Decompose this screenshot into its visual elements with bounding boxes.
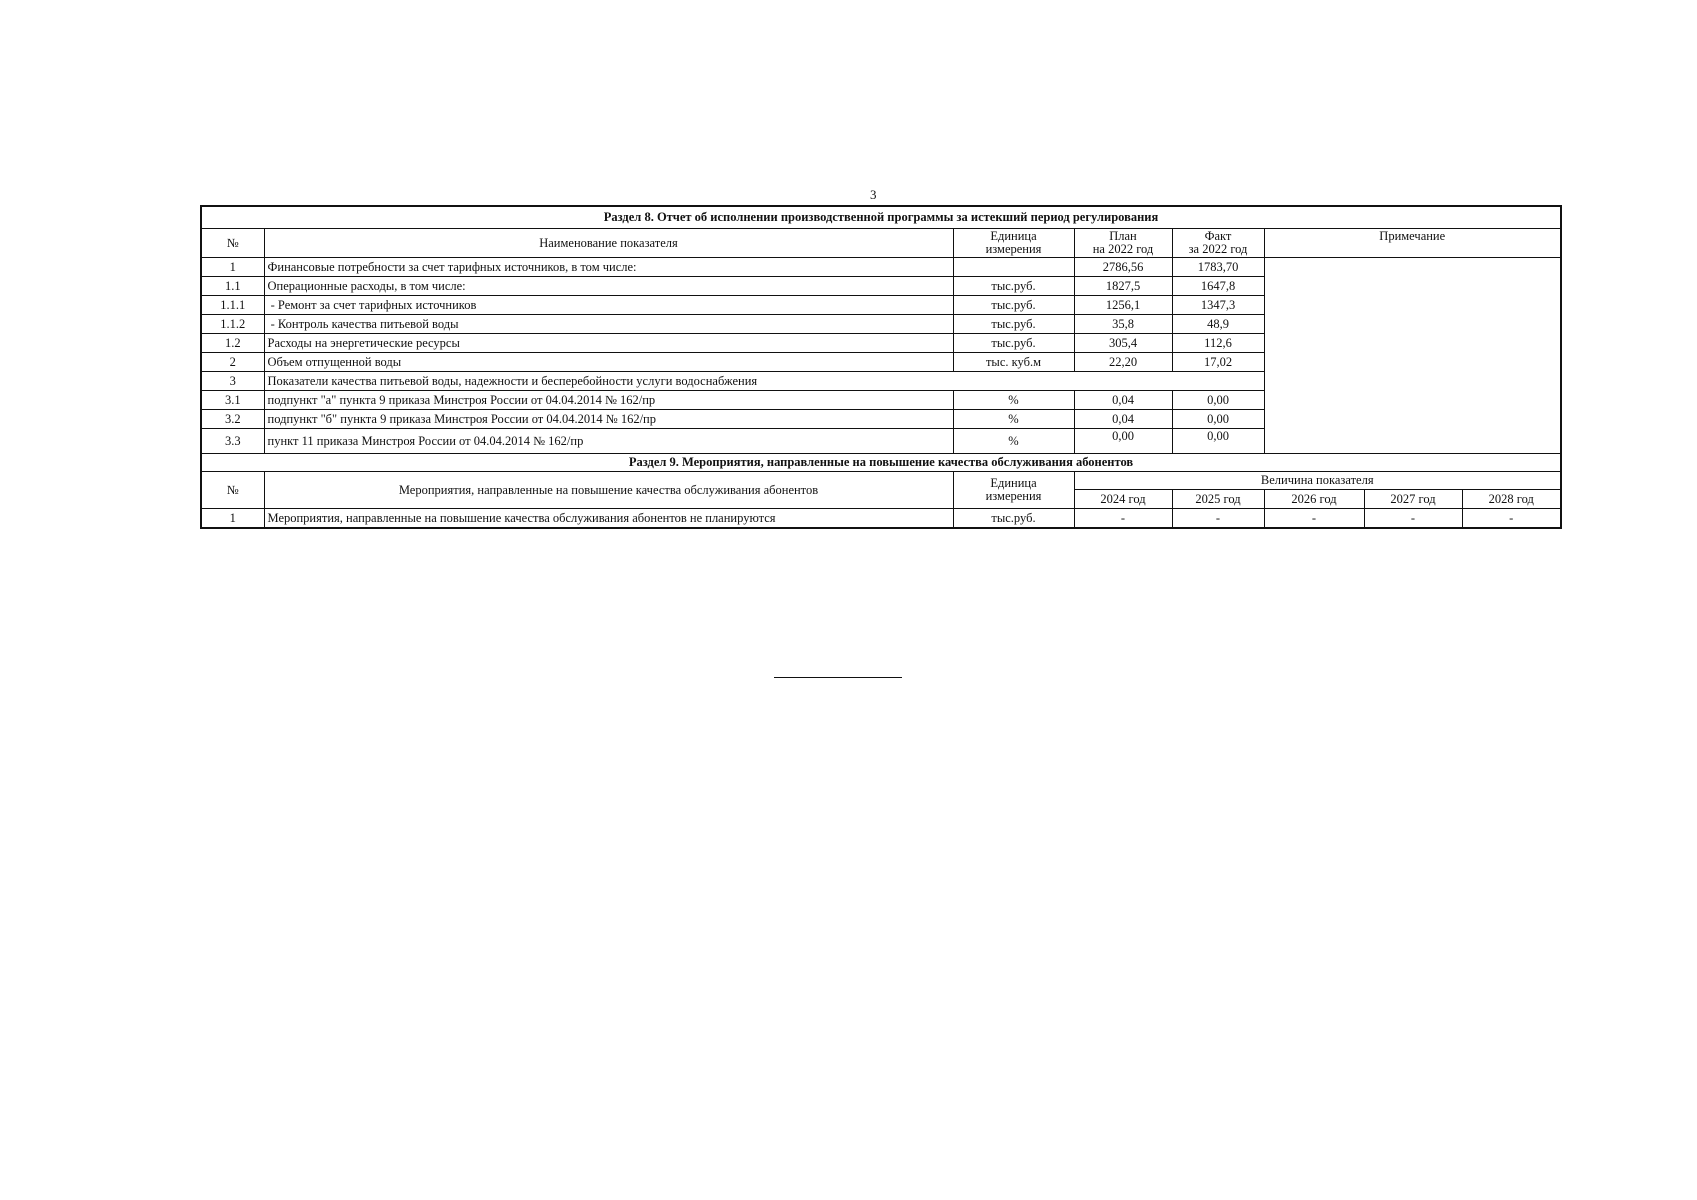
col-header-unit-line2: измерения: [985, 489, 1042, 503]
closing-divider: [774, 677, 902, 678]
row-value: -: [1462, 509, 1561, 529]
table-row: [201, 509, 1561, 529]
row-value: -: [1264, 509, 1364, 529]
row-plan: 0,04: [1074, 391, 1172, 410]
col-header-plan-line1: План: [1109, 229, 1137, 243]
col-header-num: №: [201, 229, 264, 258]
row-fact: 48,9: [1172, 315, 1264, 334]
year-header: 2026 год: [1264, 490, 1364, 509]
row-plan: 22,20: [1074, 353, 1172, 372]
col-header-fact-line2: за 2022 год: [1188, 242, 1248, 256]
row-name: пункт 11 приказа Минстроя России от 04.04.2014 № 162/пр: [264, 429, 953, 454]
report-table: [200, 205, 1562, 529]
col-header-note: Примечание: [1264, 229, 1561, 258]
year-header: 2028 год: [1462, 490, 1561, 509]
col-header-num: №: [201, 472, 264, 509]
row-name: Мероприятия, направленные на повышение качества обслуживания абонентов не планируются: [264, 509, 953, 529]
row-value: -: [1172, 509, 1264, 529]
row-num: 3: [201, 372, 264, 391]
col-header-unit: [953, 229, 1074, 258]
year-header: 2027 год: [1364, 490, 1462, 509]
row-plan: 2786,56: [1074, 258, 1172, 277]
row-plan: 0,04: [1074, 410, 1172, 429]
col-header-unit-line1: Единица: [990, 476, 1037, 490]
note-cell: [1264, 258, 1561, 454]
row-unit: тыс.руб.: [953, 509, 1074, 529]
row-num: 1.1.1: [201, 296, 264, 315]
row-num: 1.1.2: [201, 315, 264, 334]
row-num: 3.3: [201, 429, 264, 454]
row-fact: 112,6: [1172, 334, 1264, 353]
row-unit: тыс.руб.: [953, 315, 1074, 334]
value-group-header: Величина показателя: [1074, 472, 1561, 490]
row-fact: 17,02: [1172, 353, 1264, 372]
col-header-plan: [1074, 229, 1172, 258]
col-header-unit: [953, 472, 1074, 509]
row-name: Операционные расходы, в том числе:: [264, 277, 953, 296]
row-num: 1: [201, 509, 264, 529]
row-fact: 0,00: [1172, 410, 1264, 429]
row-unit: тыс.руб.: [953, 334, 1074, 353]
row-fact: 0,00: [1172, 391, 1264, 410]
year-header: 2025 год: [1172, 490, 1264, 509]
row-name: подпункт "а" пункта 9 приказа Минстроя России от 04.04.2014 № 162/пр: [264, 391, 953, 410]
row-unit: %: [953, 410, 1074, 429]
col-header-unit-line1: Единица: [990, 229, 1037, 243]
row-name: Финансовые потребности за счет тарифных источников, в том числе:: [264, 258, 953, 277]
table-row: [201, 258, 1561, 277]
col-header-unit-line2: измерения: [985, 242, 1042, 256]
row-name: - Контроль качества питьевой воды: [264, 315, 953, 334]
row-name: Объем отпущенной воды: [264, 353, 953, 372]
col-header-fact: [1172, 229, 1264, 258]
row-fact: 1783,70: [1172, 258, 1264, 277]
row-name: Показатели качества питьевой воды, надежности и бесперебойности услуги водоснабжения: [264, 372, 1264, 391]
row-fact: 1347,3: [1172, 296, 1264, 315]
row-unit: [953, 258, 1074, 277]
row-name: - Ремонт за счет тарифных источников: [264, 296, 953, 315]
row-unit: тыс.руб.: [953, 277, 1074, 296]
row-fact: 1647,8: [1172, 277, 1264, 296]
row-plan: 1827,5: [1074, 277, 1172, 296]
row-num: 1: [201, 258, 264, 277]
col-header-fact-line1: Факт: [1204, 229, 1232, 243]
row-unit: %: [953, 391, 1074, 410]
section9-title: Раздел 9. Мероприятия, направленные на повышение качества обслуживания абонентов: [201, 454, 1561, 472]
row-unit: тыс. куб.м: [953, 353, 1074, 372]
row-fact: 0,00: [1172, 429, 1264, 454]
year-header: 2024 год: [1074, 490, 1172, 509]
row-num: 3.2: [201, 410, 264, 429]
row-plan: 0,00: [1074, 429, 1172, 454]
col-header-name: Наименование показателя: [264, 229, 953, 258]
page-number: 3: [870, 187, 877, 202]
col-header-plan-line2: на 2022 год: [1092, 242, 1154, 256]
row-plan: 1256,1: [1074, 296, 1172, 315]
row-unit: тыс.руб.: [953, 296, 1074, 315]
row-name: подпункт "б" пункта 9 приказа Минстроя России от 04.04.2014 № 162/пр: [264, 410, 953, 429]
row-value: -: [1364, 509, 1462, 529]
row-num: 2: [201, 353, 264, 372]
row-name: Расходы на энергетические ресурсы: [264, 334, 953, 353]
col-header-name: Мероприятия, направленные на повышение качества обслуживания абонентов: [264, 472, 953, 509]
section8-title: Раздел 8. Отчет об исполнении производственной программы за истекший период регулирования: [201, 206, 1561, 229]
row-plan: 305,4: [1074, 334, 1172, 353]
row-unit: %: [953, 429, 1074, 454]
row-plan: 35,8: [1074, 315, 1172, 334]
row-num: 1.2: [201, 334, 264, 353]
row-num: 1.1: [201, 277, 264, 296]
row-value: -: [1074, 509, 1172, 529]
row-num: 3.1: [201, 391, 264, 410]
